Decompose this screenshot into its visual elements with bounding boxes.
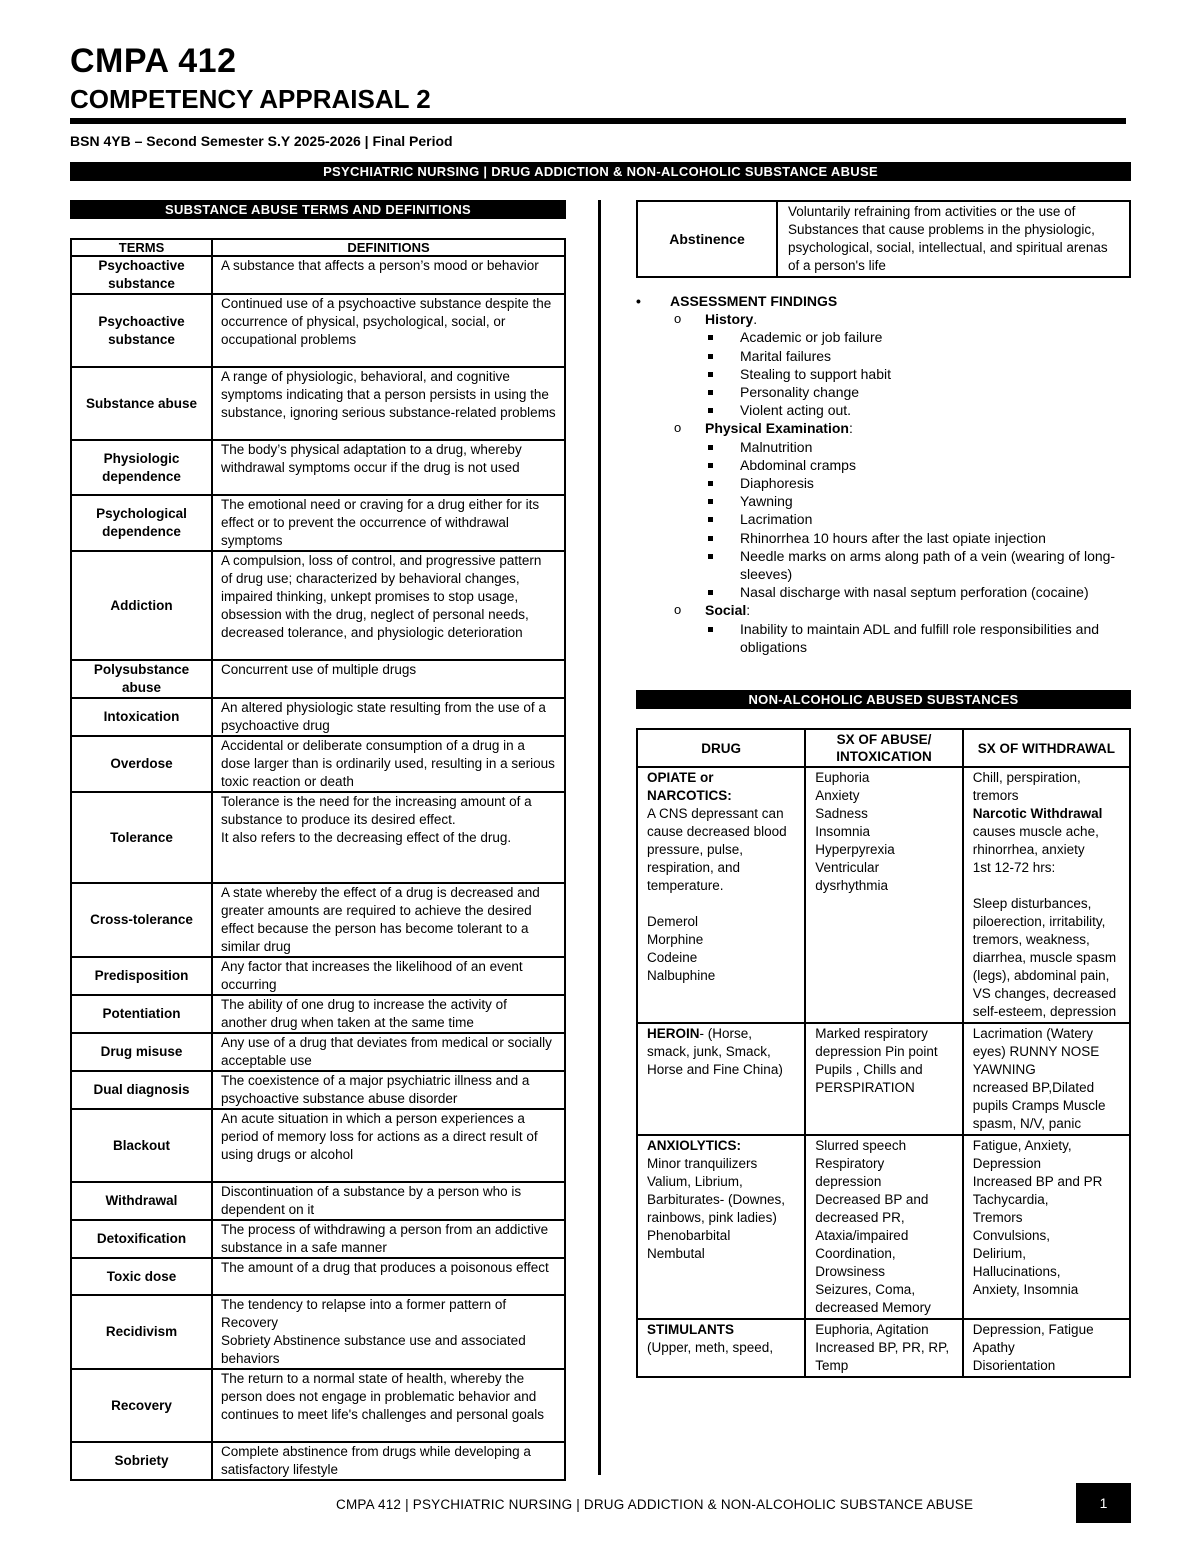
term-cell: Addiction bbox=[71, 551, 212, 660]
definition-cell: An acute situation in which a person experiences a period of memory loss for actions as a direct result of using drugs or alcohol bbox=[212, 1109, 565, 1182]
definition-cell: Any use of a drug that deviates from medical or socially acceptable use bbox=[212, 1033, 565, 1071]
withdrawal-cell: Lacrimation (Watery eyes) RUNNY NOSE YAWNING ncreased BP,Dilated pupils Cramps Muscle spasm, N/V, panic bbox=[963, 1023, 1130, 1135]
term-cell: Sobriety bbox=[71, 1442, 212, 1480]
term-cell: Recovery bbox=[71, 1369, 212, 1442]
table-row bbox=[71, 256, 565, 294]
drugs-header-row bbox=[637, 729, 1130, 767]
footer-text: CMPA 412 | PSYCHIATRIC NURSING | DRUG ADDICTION & NON-ALCOHOLIC SUBSTANCE ABUSE bbox=[336, 1497, 974, 1512]
drug-row-stimulants bbox=[637, 1319, 1130, 1377]
header-rule bbox=[70, 118, 1126, 124]
term-cell: Psychoactive substance bbox=[71, 256, 212, 294]
table-row bbox=[71, 1109, 565, 1182]
table-row bbox=[637, 201, 1130, 277]
abuse-cell: Slurred speech Respiratory depression Decreased BP and decreased PR, Ataxia/impaired Coordination, Drowsiness Seizures, Coma, decreased Memory bbox=[805, 1135, 962, 1319]
term-cell: Substance abuse bbox=[71, 367, 212, 440]
withdrawal-cell: Chill, perspiration, tremors Narcotic Withdrawal causes muscle ache, rhinorrhea, anxiety 1st 12-72 hrs: Sleep disturbances, piloerection, irritability, tremors, weakness, diarrhea, muscle spasm (legs), abdominal pain, VS changes, decreased self-esteem, depression bbox=[963, 767, 1130, 1023]
term-cell: Predisposition bbox=[71, 957, 212, 995]
definition-cell: The coexistence of a major psychiatric illness and a psychoactive substance abuse disorder bbox=[212, 1071, 565, 1109]
term-cell: Overdose bbox=[71, 736, 212, 792]
definition-cell: Concurrent use of multiple drugs bbox=[212, 660, 565, 698]
term-cell: Psychological dependence bbox=[71, 495, 212, 551]
table-row bbox=[71, 1369, 565, 1442]
definition-cell: The return to a normal state of health, whereby the person does not engage in problematic behavior and continues to meet life's challenges and personal goals bbox=[212, 1369, 565, 1442]
table-row bbox=[71, 792, 565, 883]
list-item: Malnutrition bbox=[636, 438, 1131, 456]
term-cell: Dual diagnosis bbox=[71, 1071, 212, 1109]
drug-row-opiate bbox=[637, 767, 1130, 1023]
table-row bbox=[71, 495, 565, 551]
list-item: Lacrimation bbox=[636, 510, 1131, 528]
table-row bbox=[71, 1442, 565, 1480]
social-list bbox=[636, 620, 1131, 656]
drugs-table bbox=[636, 728, 1131, 1378]
terms-header-row bbox=[71, 239, 565, 256]
terms-body bbox=[71, 256, 565, 1480]
list-item: Abdominal cramps bbox=[636, 456, 1131, 474]
withdrawal-cell: Fatigue, Anxiety, Depression Increased BP and PR Tachycardia, Tremors Convulsions, Delirium, Hallucinations, Anxiety, Insomnia bbox=[963, 1135, 1130, 1319]
definition-cell: Any factor that increases the likelihood of an event occurring bbox=[212, 957, 565, 995]
list-item: Violent acting out. bbox=[636, 401, 1131, 419]
table-row bbox=[71, 957, 565, 995]
course-code: CMPA 412 bbox=[70, 42, 237, 80]
table-row bbox=[71, 736, 565, 792]
term-cell: Recidivism bbox=[71, 1295, 212, 1369]
course-meta: BSN 4YB – Second Semester S.Y 2025-2026 | Final Period bbox=[70, 133, 453, 149]
table-row bbox=[71, 1071, 565, 1109]
term-cell: Toxic dose bbox=[71, 1258, 212, 1295]
definition-cell: A range of physiologic, behavioral, and cognitive symptoms indicating that a person persists in using the substance, ignoring serious substance-related problems bbox=[212, 367, 565, 440]
definition-cell: The tendency to relapse into a former pattern of Recovery Sobriety Abstinence substance use and associated behaviors bbox=[212, 1295, 565, 1369]
list-item: Marital failures bbox=[636, 347, 1131, 365]
definition-cell: The amount of a drug that produces a poisonous effect bbox=[212, 1258, 565, 1295]
withdrawal-col-header: SX OF WITHDRAWAL bbox=[963, 729, 1130, 767]
social-label: o Social: bbox=[636, 601, 1131, 619]
list-item: Needle marks on arms along path of a vein (wearing of long- sleeves) bbox=[636, 547, 1131, 583]
table-row bbox=[71, 294, 565, 367]
term-cell: Intoxication bbox=[71, 698, 212, 736]
table-row bbox=[71, 551, 565, 660]
history-list bbox=[636, 328, 1131, 419]
table-row bbox=[71, 440, 565, 495]
definition-cell: A compulsion, loss of control, and progressive pattern of drug use; characterized by behavioral changes, impaired thinking, unkept promises to stop usage, obsession with the drug, neglect of personal needs, decreased tolerance, and physiologic deterioration bbox=[212, 551, 565, 660]
drug-row-anxiolytics bbox=[637, 1135, 1130, 1319]
drug-cell: ANXIOLYTICS: Minor tranquilizers Valium, Librium, Barbiturates- (Downes, rainbows, pink ladies) Phenobarbital Nembutal bbox=[637, 1135, 805, 1319]
assessment-heading: • ASSESSMENT FINDINGS bbox=[636, 292, 1131, 310]
table-row bbox=[71, 698, 565, 736]
definition-cell: A state whereby the effect of a drug is decreased and greater amounts are required to achieve the desired effect because the person has become tolerant to a similar drug bbox=[212, 883, 565, 957]
abstinence-table bbox=[636, 200, 1131, 278]
abuse-cell: Euphoria, Agitation Increased BP, PR, RP, Temp bbox=[805, 1319, 962, 1377]
definition-cell: Accidental or deliberate consumption of a drug in a dose larger than is ordinarily used, resulting in a serious toxic reaction or death bbox=[212, 736, 565, 792]
definition-cell: Complete abstinence from drugs while developing a satisfactory lifestyle bbox=[212, 1442, 565, 1480]
list-item: Personality change bbox=[636, 383, 1131, 401]
table-row bbox=[71, 883, 565, 957]
topic-banner: PSYCHIATRIC NURSING | DRUG ADDICTION & NON-ALCOHOLIC SUBSTANCE ABUSE bbox=[70, 162, 1131, 181]
abstinence-definition: Voluntarily refraining from activities or the use of Substances that cause problems in the physiologic, psychological, social, intellectual, and spiritual arenas of a person's life bbox=[777, 201, 1130, 277]
table-row bbox=[71, 367, 565, 440]
drug-col-header: DRUG bbox=[637, 729, 805, 767]
table-row bbox=[71, 660, 565, 698]
table-row bbox=[71, 1220, 565, 1258]
abuse-col-header: SX OF ABUSE/ INTOXICATION bbox=[805, 729, 962, 767]
term-cell: Psychoactive substance bbox=[71, 294, 212, 367]
term-cell: Potentiation bbox=[71, 995, 212, 1033]
abuse-cell: Marked respiratory depression Pin point Pupils , Chills and PERSPIRATION bbox=[805, 1023, 962, 1135]
term-cell: Polysubstance abuse bbox=[71, 660, 212, 698]
term-cell: Physiologic dependence bbox=[71, 440, 212, 495]
column-divider bbox=[598, 200, 601, 1475]
terms-heading: SUBSTANCE ABUSE TERMS AND DEFINITIONS bbox=[70, 200, 566, 219]
terms-table bbox=[70, 238, 566, 1481]
drug-row-heroin bbox=[637, 1023, 1130, 1135]
drug-cell: HEROIN- (Horse, smack, junk, Smack, Horse and Fine China) bbox=[637, 1023, 805, 1135]
assessment-findings bbox=[636, 292, 1131, 656]
physical-list bbox=[636, 438, 1131, 602]
drug-cell: STIMULANTS (Upper, meth, speed, bbox=[637, 1319, 805, 1377]
list-item: Rhinorrhea 10 hours after the last opiate injection bbox=[636, 529, 1131, 547]
definition-cell: Continued use of a psychoactive substance despite the occurrence of physical, psychological, social, or occupational problems bbox=[212, 294, 565, 367]
term-cell: Blackout bbox=[71, 1109, 212, 1182]
withdrawal-cell: Depression, Fatigue Apathy Disorientation bbox=[963, 1319, 1130, 1377]
definitions-col-header: DEFINITIONS bbox=[212, 239, 565, 256]
list-item: Stealing to support habit bbox=[636, 365, 1131, 383]
list-item: Academic or job failure bbox=[636, 328, 1131, 346]
table-row bbox=[71, 1182, 565, 1220]
definition-cell: The emotional need or craving for a drug either for its effect or to prevent the occurrence of withdrawal symptoms bbox=[212, 495, 565, 551]
definition-cell: Tolerance is the need for the increasing amount of a substance to produce its desired effect. It also refers to the decreasing effect of the drug. bbox=[212, 792, 565, 883]
definition-cell: An altered physiologic state resulting from the use of a psychoactive drug bbox=[212, 698, 565, 736]
term-cell: Drug misuse bbox=[71, 1033, 212, 1071]
list-item: Yawning bbox=[636, 492, 1131, 510]
term-cell: Detoxification bbox=[71, 1220, 212, 1258]
physical-label: o Physical Examination: bbox=[636, 419, 1131, 437]
definition-cell: The ability of one drug to increase the activity of another drug when taken at the same time bbox=[212, 995, 565, 1033]
definition-cell: The body’s physical adaptation to a drug, whereby withdrawal symptoms occur if the drug is not used bbox=[212, 440, 565, 495]
drugs-heading: NON-ALCOHOLIC ABUSED SUBSTANCES bbox=[636, 690, 1131, 709]
definition-cell: Discontinuation of a substance by a person who is dependent on it bbox=[212, 1182, 565, 1220]
table-row bbox=[71, 1295, 565, 1369]
term-cell: Tolerance bbox=[71, 792, 212, 883]
term-cell: Cross-tolerance bbox=[71, 883, 212, 957]
abstinence-term: Abstinence bbox=[637, 201, 777, 277]
definition-cell: A substance that affects a person’s mood or behavior bbox=[212, 256, 565, 294]
terms-col-header: TERMS bbox=[71, 239, 212, 256]
definition-cell: The process of withdrawing a person from an addictive substance in a safe manner bbox=[212, 1220, 565, 1258]
table-row bbox=[71, 1033, 565, 1071]
abuse-cell: Euphoria Anxiety Sadness Insomnia Hyperpyrexia Ventricular dysrhythmia bbox=[805, 767, 962, 1023]
list-item: Nasal discharge with nasal septum perforation (cocaine) bbox=[636, 583, 1131, 601]
drug-cell: OPIATE or NARCOTICS: A CNS depressant can cause decreased blood pressure, pulse, respiration, and temperature. Demerol Morphine Codeine Nalbuphine bbox=[637, 767, 805, 1023]
list-item: Inability to maintain ADL and fulfill role responsibilities and obligations bbox=[636, 620, 1131, 656]
history-label: o History. bbox=[636, 310, 1131, 328]
term-cell: Withdrawal bbox=[71, 1182, 212, 1220]
table-row bbox=[71, 1258, 565, 1295]
list-item: Diaphoresis bbox=[636, 474, 1131, 492]
page-number: 1 bbox=[1076, 1483, 1131, 1523]
document-title: COMPETENCY APPRAISAL 2 bbox=[70, 84, 431, 114]
table-row bbox=[71, 995, 565, 1033]
